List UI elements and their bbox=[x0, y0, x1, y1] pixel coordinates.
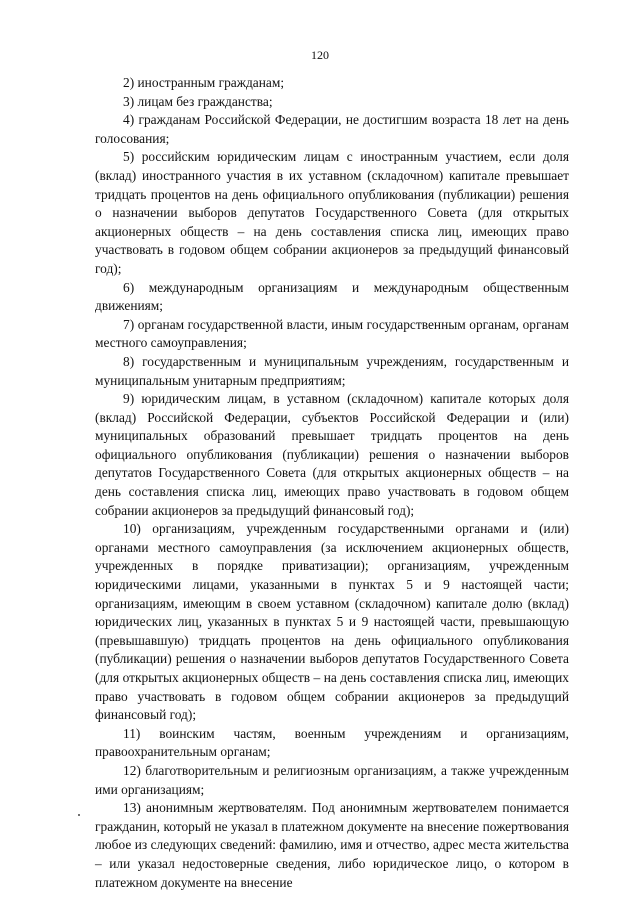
paragraph: 3) лицам без гражданства; bbox=[123, 93, 273, 109]
paragraph: 9) юридическим лицам, в уставном (складочном) капитале которых доля (вклад) Российской Федерации, субъектов Российской Федерации и (или) муниципальных образований превышает тридцать процентов на день официального опубликования (публикации) решения о назначении выборов депутатов Государственного Совета (для открытых акционерных обществ – на день составления списка лиц, имеющих право участвовать в годовом общем собрании акционеров за предыдущий финансовый год); bbox=[95, 391, 569, 518]
paragraph: 12) благотворительным и религиозным организациям, а также учрежденным ими организациям; bbox=[95, 762, 569, 797]
paragraph: 8) государственным и муниципальным учреждениям, государственным и муниципальным унитарным предприятиям; bbox=[95, 353, 569, 388]
paragraph: 10) организациям, учрежденным государственными органами и (или) органами местного самоуправления (за исключением акционерных обществ, учрежденных в порядке приватизации); организациям, учрежденным юридическими лицами, указанными в пунктах 5 и 9 настоящей части; организациям, имеющим в своем уставном (складочном) капитале долю (вклад) юридических лиц, указанных в пунктах 5 и 9 настоящей части, превышающую (превышавшую) тридцать процентов на день официального опубликования (публикации) решения о назначении выборов депутатов Государственного Совета (для открытых акционерных обществ – на день составления списка лиц, имеющих право участвовать в годовом общем собрании акционеров за предыдущий финансовый год); bbox=[95, 521, 569, 723]
scan-dot bbox=[78, 814, 80, 816]
paragraph: 13) анонимным жертвователям. Под анонимным жертвователем понимается гражданин, который не указал в платежном документе на внесение пожертвования любое из следующих сведений: фамилию, имя и отчество, адрес места жительства – или указал недостоверные сведения, либо юридическое лицо, о котором в платежном документе на внесение bbox=[95, 800, 569, 890]
paragraph: 4) гражданам Российской Федерации, не достигшим возраста 18 лет на день голосования; bbox=[95, 112, 569, 146]
paragraph: 11) воинским частям, военным учреждениям и организациям, правоохранительным органам; bbox=[95, 725, 569, 760]
paragraph: 6) международным организациям и международным общественным движениям; bbox=[95, 279, 569, 314]
paragraph: 2) иностранным гражданам; bbox=[123, 75, 285, 90]
paragraph: 7) органам государственной власти, иным государственным органам, органам местного самоуправления; bbox=[95, 316, 569, 351]
paragraph: 5) российским юридическим лицам с иностранным участием, если доля (вклад) иностранного участия в их уставном (складочном) капитале превышает тридцать процентов на день официального опубликования (публикации) решения о назначении выборов депутатов Государственного Совета (для открытых акционерных обществ – на день составления списка лиц, имеющих право участвовать в годовом общем собрании акционеров за предыдущий финансовый год); bbox=[95, 149, 569, 276]
page-number: 120 bbox=[311, 48, 329, 62]
document-body bbox=[95, 74, 569, 892]
